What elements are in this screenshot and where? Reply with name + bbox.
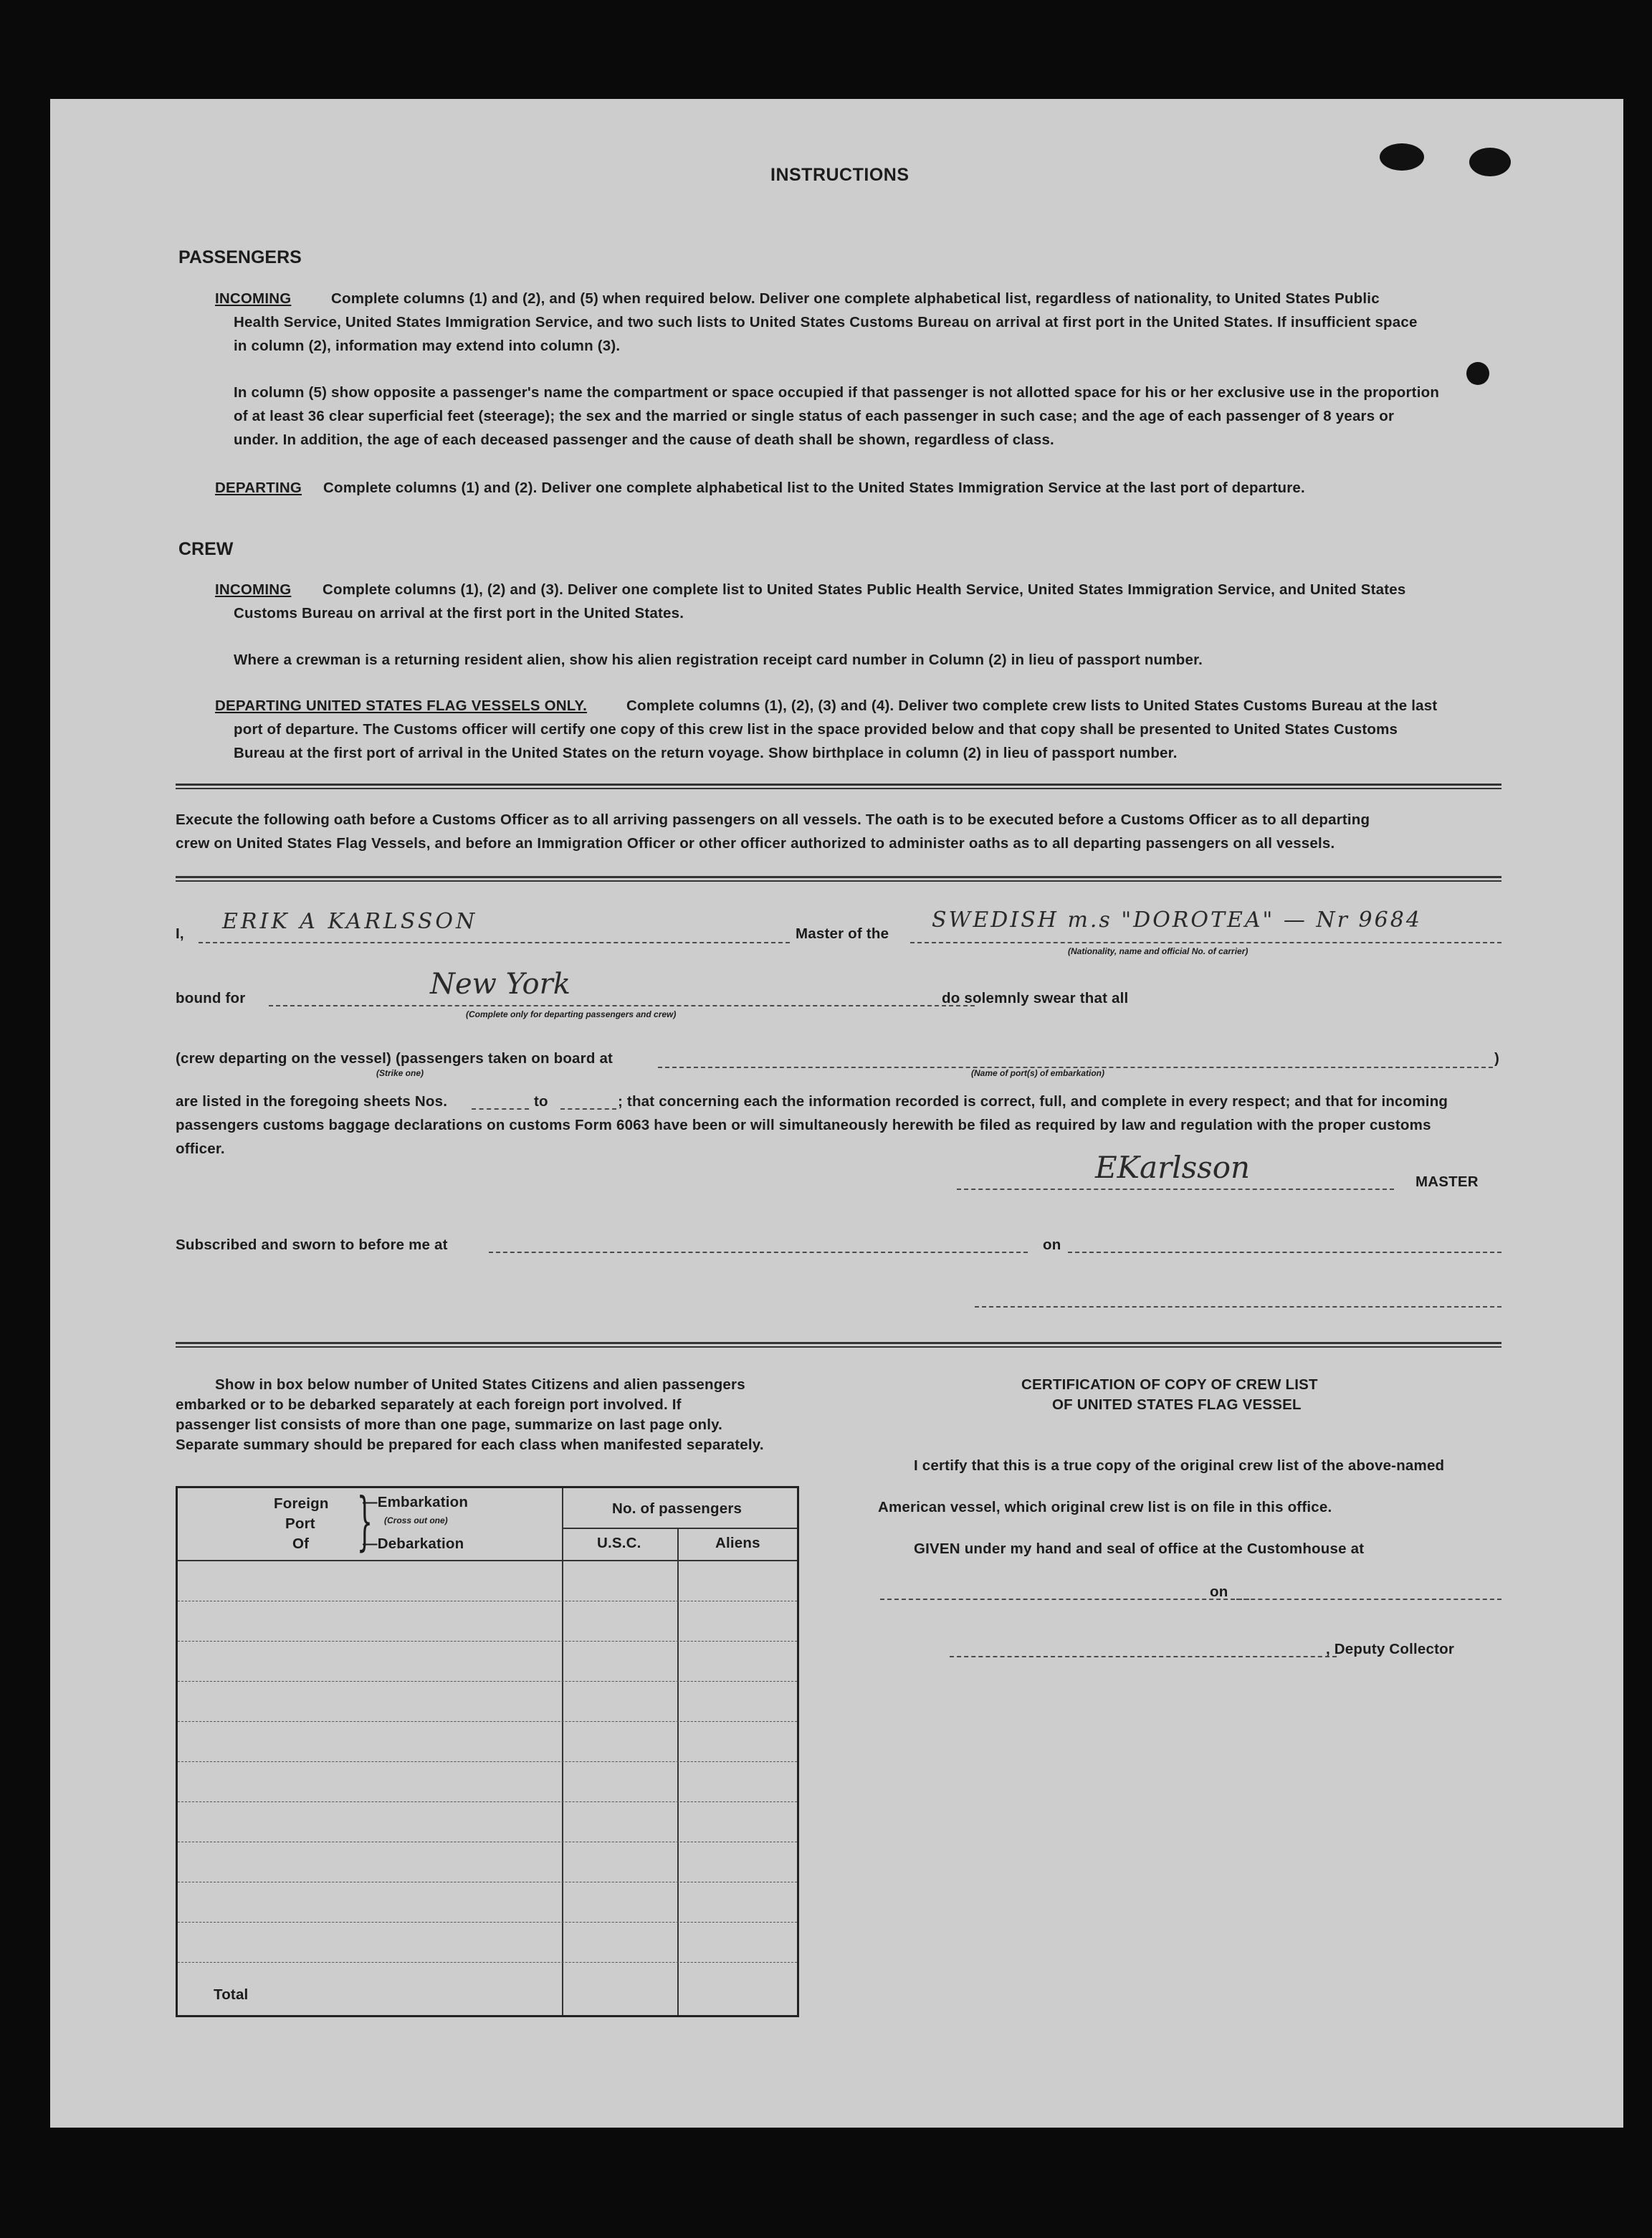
ink-stain <box>1469 148 1511 176</box>
ink-stain <box>1380 143 1424 171</box>
table-row <box>178 1641 797 1642</box>
vessel-caption: (Nationality, name and official No. of carrier) <box>1068 946 1248 956</box>
crew-incoming-label: INCOMING <box>215 581 292 598</box>
brace-icon: } <box>356 1484 373 1558</box>
column5-text: under. In addition, the age of each deceased passenger and the cause of death shall be shown, regardless of class. <box>234 432 1054 448</box>
table-row <box>178 1922 797 1923</box>
oath-i-label: I, <box>176 925 184 942</box>
master-of-label: Master of the <box>796 925 889 942</box>
close-paren: ) <box>1494 1050 1500 1067</box>
certification-title: CERTIFICATION OF COPY OF CREW LIST <box>1021 1376 1318 1393</box>
sheet-to-line <box>560 1108 616 1110</box>
certification-date-line <box>1236 1599 1501 1600</box>
page-title: INSTRUCTIONS <box>770 165 909 185</box>
crew-departing-text: port of departure. The Customs officer will certify one copy of this crew list in the space provided below and that copy shall be presented to United States Customs <box>234 721 1398 738</box>
certification-text: I certify that this is a true copy of the original crew list of the above-named <box>914 1457 1445 1474</box>
subscribed-label: Subscribed and sworn to before me at <box>176 1237 448 1253</box>
table-row <box>178 1681 797 1682</box>
table-divider <box>178 1560 797 1561</box>
table-row <box>178 1801 797 1802</box>
debarkation-label: —Debarkation <box>363 1535 464 1552</box>
destination-caption: (Complete only for departing passengers and crew) <box>466 1009 677 1019</box>
oath-instructions: crew on United States Flag Vessels, and before an Immigration Officer or other officer authorized to administer oaths as to all departing passengers on all vessels. <box>176 835 1335 852</box>
column5-text: In column (5) show opposite a passenger's name the compartment or space occupied if that passenger is not allotted space for his or her exclusive use in the proportion <box>234 384 1440 401</box>
destination: New York <box>430 968 570 1001</box>
sheet-from-line <box>472 1108 529 1110</box>
vessel-line <box>910 942 1501 943</box>
document-page <box>50 99 1623 2128</box>
destination-line <box>269 1005 975 1006</box>
table-row <box>178 1962 797 1963</box>
vessel-name: SWEDISH m.s "DOROTEA" — Nr 9684 <box>932 908 1422 933</box>
listed-text: officer. <box>176 1141 225 1157</box>
certification-title: OF UNITED STATES FLAG VESSEL <box>1052 1396 1302 1413</box>
swear-label: do solemnly swear that all <box>942 990 1129 1006</box>
subscribed-place-line <box>489 1252 1028 1253</box>
strike-caption: (Strike one) <box>376 1068 424 1078</box>
subheader-line <box>562 1528 797 1529</box>
summary-instructions: embarked or to be debarked separately at each foreign port involved. If <box>176 1396 682 1413</box>
ink-stain <box>1466 362 1489 385</box>
column5-text: of at least 36 clear superficial feet (steerage); the sex and the married or single status of each passenger in such case; and the age of each passenger of 8 years or <box>234 408 1395 424</box>
section-divider <box>176 1342 1501 1348</box>
passengers-departing-text: Complete columns (1) and (2). Deliver one complete alphabetical list to the United States Immigration Service at the last port of departure. <box>323 480 1305 496</box>
foreign-label: Foreign <box>274 1495 329 1512</box>
listed-text: are listed in the foregoing sheets Nos. <box>176 1093 448 1110</box>
listed-text: ; that concerning each the information recorded is correct, full, and complete in every respect; and that for incoming <box>618 1093 1448 1110</box>
crew-departing-label: DEPARTING UNITED STATES FLAG VESSELS ONLY. <box>215 697 588 714</box>
cross-out-caption: (Cross out one) <box>384 1515 448 1525</box>
strike-text: (crew departing on the vessel) (passengers taken on board at <box>176 1050 613 1067</box>
resident-alien-text: Where a crewman is a returning resident alien, show his alien registration receipt card number in Column (2) in lieu of passport number. <box>234 652 1203 668</box>
summary-instructions: Separate summary should be prepared for each class when manifested separately. <box>176 1437 764 1453</box>
bound-for-label: bound for <box>176 990 246 1006</box>
listed-to: to <box>534 1093 548 1110</box>
passengers-heading: PASSENGERS <box>178 247 302 267</box>
certification-text: American vessel, which original crew list is on file in this office. <box>878 1499 1332 1515</box>
usc-header: U.S.C. <box>597 1535 641 1551</box>
total-label: Total <box>214 1986 249 2003</box>
crew-departing-text: Complete columns (1), (2), (3) and (4). Deliver two complete crew lists to United States Customs Bureau at the last <box>626 697 1438 714</box>
no-passengers-header: No. of passengers <box>612 1500 743 1517</box>
passengers-departing-label: DEPARTING <box>215 480 302 496</box>
master-label: MASTER <box>1415 1173 1479 1190</box>
deputy-signature-line <box>950 1656 1337 1657</box>
table-row <box>178 1721 797 1722</box>
table-divider <box>562 1488 563 2015</box>
crew-heading: CREW <box>178 539 234 559</box>
officer-line <box>975 1306 1501 1308</box>
summary-instructions: passenger list consists of more than one page, summarize on last page only. <box>176 1416 723 1433</box>
subscribed-date-line <box>1068 1252 1501 1253</box>
certification-text: GIVEN under my hand and seal of office at the Customhouse at <box>914 1541 1365 1557</box>
section-divider <box>176 876 1501 882</box>
master-name: ERIK A KARLSSON <box>222 909 478 934</box>
of-label: Of <box>292 1535 310 1552</box>
summary-instructions: Show in box below number of United States Citizens and alien passengers <box>215 1376 745 1393</box>
deputy-collector-label: , Deputy Collector <box>1326 1641 1455 1657</box>
passengers-incoming-text: Complete columns (1) and (2), and (5) when required below. Deliver one complete alphabetical list, regardless of nationality, to United States Public <box>331 290 1380 307</box>
passengers-incoming-label: INCOMING <box>215 290 292 307</box>
passengers-incoming-text: in column (2), information may extend into column (3). <box>234 338 621 354</box>
listed-text: passengers customs baggage declarations on customs Form 6063 have been or will simultaneously herewith be filed as required by law and regulation with the proper customs <box>176 1117 1431 1133</box>
subscribed-on-label: on <box>1043 1237 1061 1253</box>
passengers-incoming-text: Health Service, United States Immigration Service, and two such lists to United States Customs Bureau on arrival at first port in the United States. If insufficient space <box>234 314 1418 330</box>
section-divider <box>176 784 1501 789</box>
signature-line <box>957 1189 1394 1190</box>
oath-instructions: Execute the following oath before a Customs Officer as to all arriving passengers on all vessels. The oath is to be executed before a Customs Officer as to all departing <box>176 811 1370 828</box>
port-label: Port <box>285 1515 315 1532</box>
master-name-line <box>199 942 790 943</box>
master-signature: EKarlsson <box>1095 1150 1251 1185</box>
ports-caption: (Name of port(s) of embarkation) <box>971 1068 1105 1078</box>
certification-on-label: on <box>1210 1584 1228 1600</box>
customhouse-line <box>880 1599 1249 1600</box>
crew-incoming-text: Customs Bureau on arrival at the first port in the United States. <box>234 605 684 622</box>
crew-incoming-text: Complete columns (1), (2) and (3). Deliver one complete list to United States Public Health Service, United States Immigration Service, and United States <box>323 581 1406 598</box>
aliens-header: Aliens <box>715 1535 760 1551</box>
table-row <box>178 1761 797 1762</box>
embarkation-label: —Embarkation <box>363 1494 469 1510</box>
crew-departing-text: Bureau at the first port of arrival in the United States on the return voyage. Show birthplace in column (2) in lieu of passport number. <box>234 745 1178 761</box>
passenger-summary-table <box>176 1486 799 2017</box>
